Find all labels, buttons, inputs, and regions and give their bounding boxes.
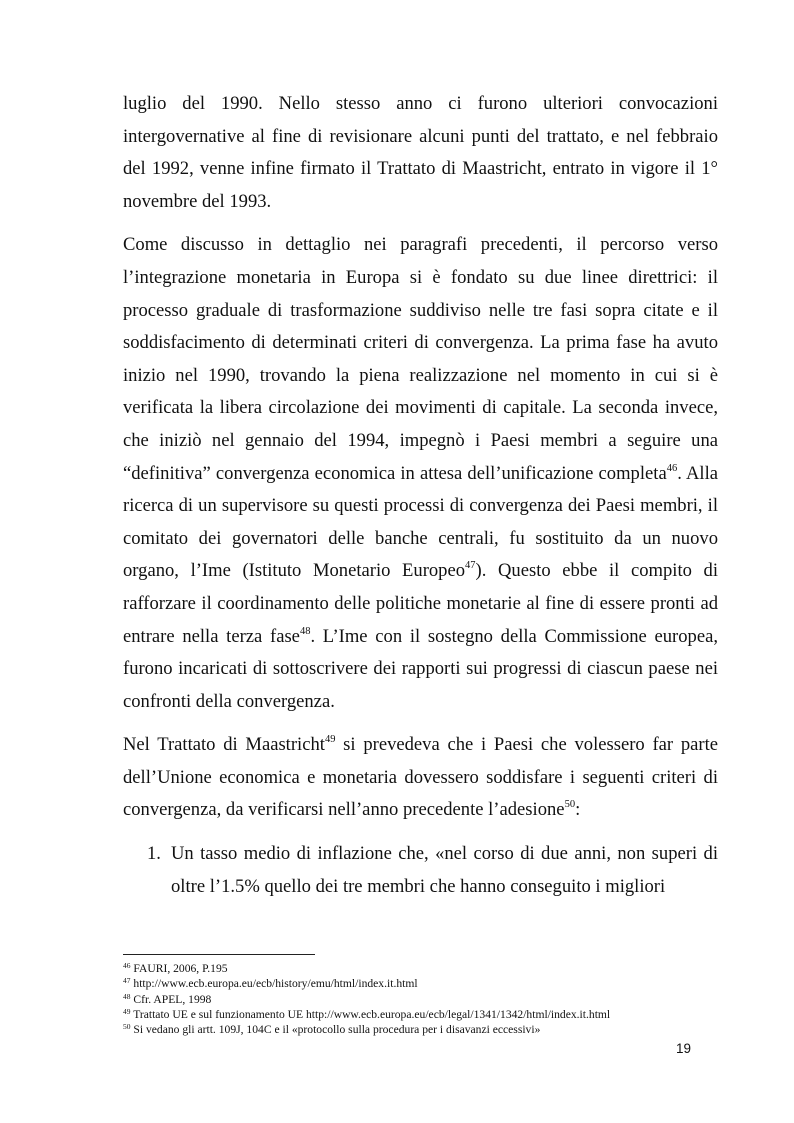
- footnotes: [123, 961, 723, 1037]
- paragraph-3-text-1: Nel Trattato di Maastricht: [123, 734, 325, 756]
- paragraph-2-text-3: ). Questo ebbe il compito di rafforzare il coordinamento delle politiche monetarie al fine di essere pronti ad entrare nella terza fase: [123, 560, 719, 647]
- page-body: [123, 88, 718, 903]
- paragraph-2-text-1: Come discusso in dettaglio nei paragrafi precedenti, il percorso verso l’integrazione monetaria in Europa si è fondato su due linee direttrici: il processo graduale di trasformazione suddiviso nelle tre fasi sopra citate e il soddisfacimento di determinati criteri di convergenza. La prima fase ha avuto inizio nel 1990, trovando la piena realizzazione nel momento in cui si è verificata la libera circolazione dei movimenti di capitale. La seconda invece, che iniziò nel gennaio del 1994, impegnò i Paesi membri a seguire una “definitiva” convergenza economica in attesa dell’unificazione completa: [123, 234, 718, 484]
- footnote-46: [123, 961, 723, 976]
- footnote-ref-48[interactable]: 48: [299, 625, 311, 637]
- footnote-number: 48: [123, 991, 131, 1001]
- footnote-text: Cfr. APEL, 1998: [130, 992, 212, 1006]
- footnote-ref-46[interactable]: 46: [666, 462, 678, 474]
- footnote-text: Si vedano gli artt. 109J, 104C e il «protocollo sulla procedura per i disavanzi eccessivi»: [130, 1023, 541, 1037]
- footnote-separator: [123, 954, 315, 955]
- paragraph-2-text-4: . L’Ime con il sostegno della Commissione europea, furono incaricati di sottoscrivere dei rapporti sui progressi di ciascun paese nei confronti della convergenza.: [123, 625, 718, 712]
- footnote-number: 50: [123, 1022, 131, 1032]
- paragraph-2-text-2: . Alla ricerca di un supervisore su questi processi di convergenza dei Paesi membri, il comitato dei governatori delle banche centrali, fu sostituito da un nuovo organo, l’Ime (Istituto Monetario Europeo: [123, 462, 718, 582]
- footnote-number: 49: [123, 1006, 131, 1016]
- footnote-ref-50[interactable]: 50: [564, 799, 576, 811]
- footnote-ref-49[interactable]: 49: [324, 734, 336, 746]
- page-number: 19: [676, 1041, 692, 1056]
- paragraph-2: [123, 229, 718, 718]
- footnote-text: FAURI, 2006, P.195: [130, 962, 228, 975]
- footnote-49: [123, 1007, 723, 1022]
- footnote-number: 46: [123, 961, 131, 970]
- paragraph-3: [123, 729, 718, 827]
- paragraph-1: luglio del 1990. Nello stesso anno ci furono ulteriori convocazioni intergovernative al fine di revisionare alcuni punti del trattato, e nel febbraio del 1992, venne infine firmato il Trattato di Maastricht, entrato in vigore il 1° novembre del 1993.: [123, 93, 718, 212]
- list-item-number: 1.: [147, 843, 161, 865]
- footnote-link[interactable]: http://www.ecb.europa.eu/ecb/history/emu/html/index.it.html: [130, 977, 418, 991]
- footnote-number: 47: [123, 976, 131, 986]
- footnote-48: [123, 992, 723, 1007]
- paragraph-3-text-3: :: [575, 799, 581, 821]
- footnote-ref-47[interactable]: 47: [465, 560, 476, 572]
- paragraph-3-text-2: si prevedeva che i Paesi che volessero far parte dell’Unione economica e monetaria dovessero soddisfare i seguenti criteri di convergenza, da verificarsi nell’anno precedente l’adesione: [123, 734, 718, 821]
- criteria-list: [123, 838, 718, 903]
- list-item: [123, 838, 718, 903]
- footnote-50: [123, 1022, 723, 1037]
- footnote-47: [123, 976, 723, 991]
- footnote-text[interactable]: Trattato UE e sul funzionamento UE http://www.ecb.europa.eu/ecb/legal/1341/1342/html/index.it.html: [130, 1007, 611, 1021]
- list-item-text: Un tasso medio di inflazione che, «nel corso di due anni, non superi di oltre l’1.5% quello dei tre membri che hanno conseguito i migliori: [171, 843, 718, 897]
